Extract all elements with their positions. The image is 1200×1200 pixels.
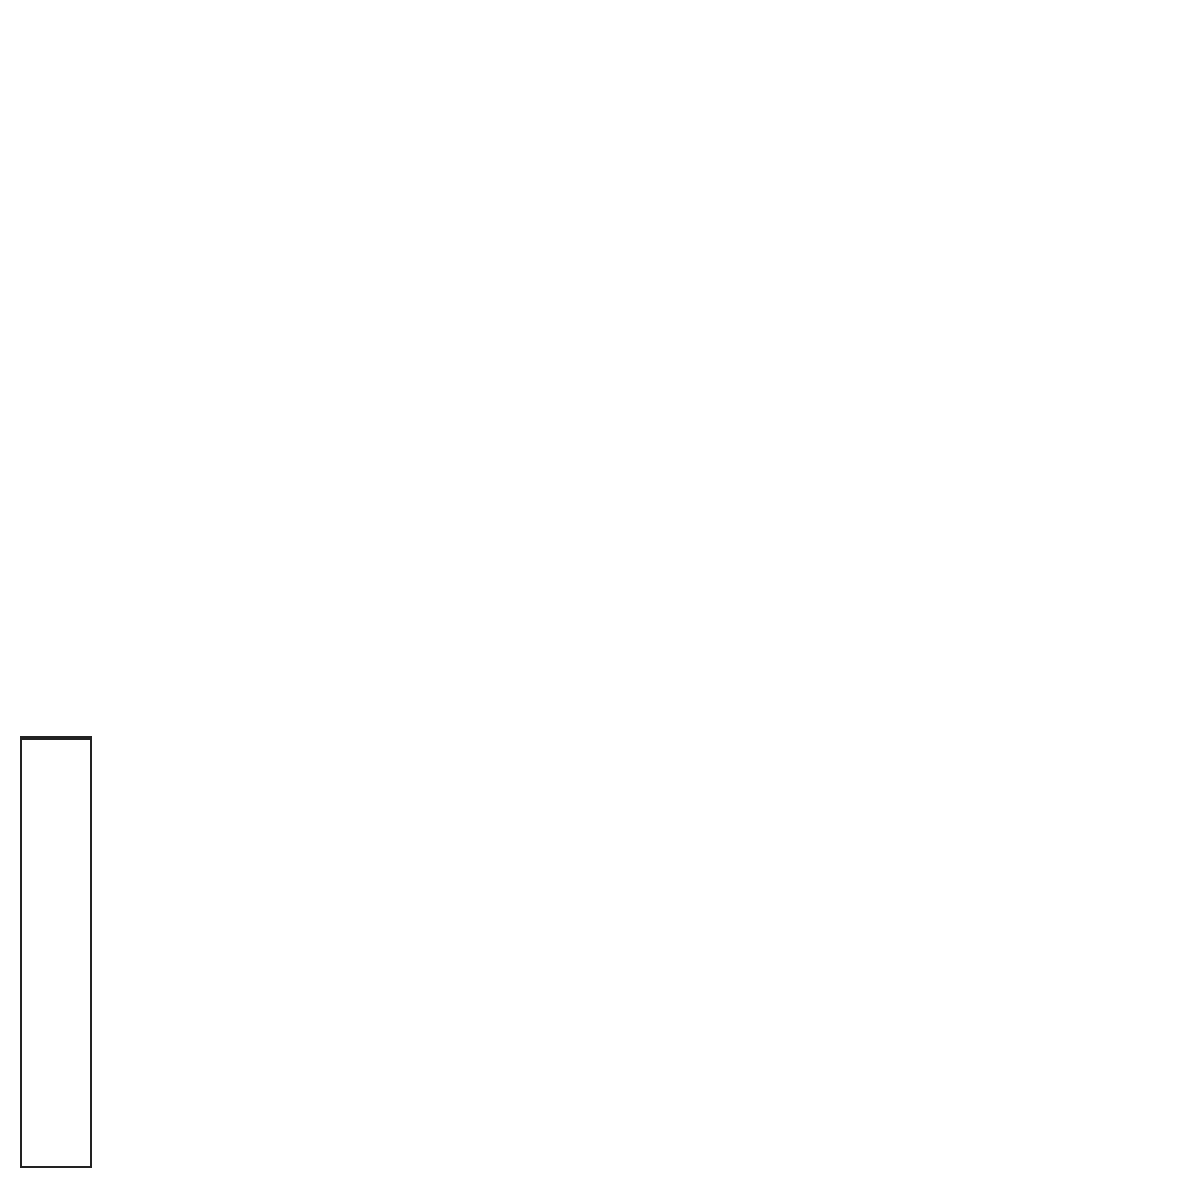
legend-increase-and-decrease-cell	[22, 738, 90, 740]
knitting-chart	[20, 8, 1110, 728]
legend-symbol-column	[20, 736, 92, 1168]
